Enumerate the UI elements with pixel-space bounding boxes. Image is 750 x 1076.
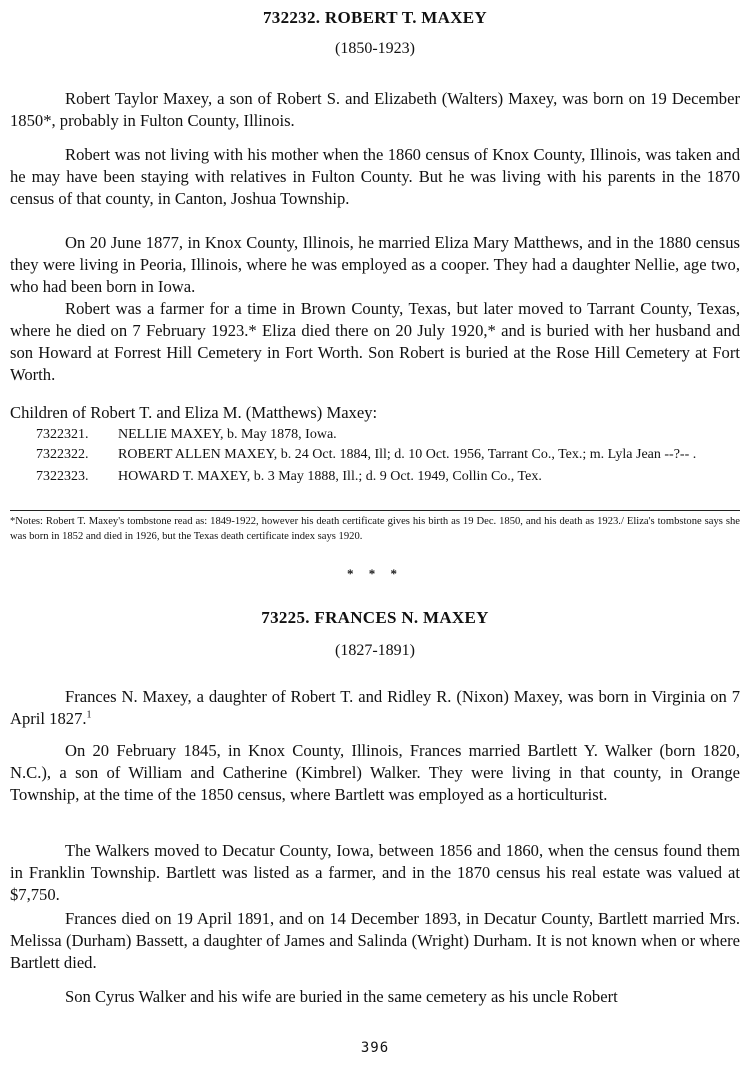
children-list [10, 426, 740, 486]
paragraph [10, 686, 740, 730]
footnote-marker: 1 [86, 709, 92, 721]
section-heading-robert: 732232. ROBERT T. MAXEY [262, 8, 488, 27]
child-text: NELLIE MAXEY, b. May 1878, Iowa. [118, 427, 337, 442]
child-number: 7322321. [36, 427, 89, 442]
paragraph-text: Frances N. Maxey, a daughter of Robert T. and Ridley R. (Nixon) Maxey, was born in Virginia on 7 April 1827. [10, 687, 740, 728]
children-list-title: Children of Robert T. and Eliza M. (Matthews) Maxey: [10, 403, 378, 422]
child-text: HOWARD T. MAXEY, b. 3 May 1888, Ill.; d. 9 Oct. 1949, Collin Co., Tex. [118, 469, 542, 484]
section-separator: * * * [347, 566, 403, 581]
paragraph: On 20 February 1845, in Knox County, Illinois, Frances married Bartlett Y. Walker (born 1820, N.C.), a son of William and Catherine (Kimbrel) Walker. They were living in that county, in Orange Township, at the time of the 1850 census, where Bartlett was employed as a horticulturist. [10, 741, 740, 804]
page-number: 396 [360, 1040, 390, 1056]
child-text: ROBERT ALLEN MAXEY, b. 24 Oct. 1884, Ill; d. 10 Oct. 1956, Tarrant Co., Tex.; m. Lyla Jean --?-- . [118, 447, 697, 462]
paragraph: The Walkers moved to Decatur County, Iowa, between 1856 and 1860, when the census found them in Franklin Township. Bartlett was listed as a farmer, and in the 1870 census his real estate was valued at $7,750. [10, 841, 740, 904]
paragraph: Son Cyrus Walker and his wife are buried in the same cemetery as his uncle Robert [65, 987, 618, 1006]
paragraph: Robert was a farmer for a time in Brown County, Texas, but later moved to Tarrant County, Texas, where he died on 7 February 1923.* Eliza died there on 20 July 1920,* and is buried with her husband and son Howard at Forrest Hill Cemetery in Fort Worth. Son Robert is buried at the Rose Hill Cemetery at Fort Worth. [10, 299, 740, 384]
paragraph: Robert was not living with his mother when the 1860 census of Knox County, Illinois, was taken and he may have been staying with relatives in Fulton County. But he was living with his parents in the 1870 census of that county, in Canton, Joshua Township. [10, 145, 740, 208]
section-heading-frances: 73225. FRANCES N. MAXEY [261, 608, 489, 627]
paragraph: Robert Taylor Maxey, a son of Robert S. and Elizabeth (Walters) Maxey, was born on 19 December 1850*, probably in Fulton County, Illinois. [10, 89, 740, 130]
paragraph: Frances died on 19 April 1891, and on 14 December 1893, in Decatur County, Bartlett married Mrs. Melissa (Durham) Bassett, a daughter of James and Salinda (Wright) Durham. It is not known when or where Bartlett died. [10, 909, 740, 972]
footnote: *Notes: Robert T. Maxey's tombstone read as: 1849-1922, however his death certificate gives his birth as 19 Dec. 1850, and his death as 1923./ Eliza's tombstone says she was born in 1852 and died in 1926, but the Texas death certificate index says 1920. [10, 516, 740, 542]
list-item [10, 426, 740, 444]
child-number: 7322323. [36, 469, 89, 484]
list-item [10, 468, 740, 486]
section-dates-frances: (1827-1891) [335, 642, 415, 659]
section-dates-robert: (1850-1923) [335, 40, 415, 57]
list-item [10, 446, 740, 464]
paragraph: On 20 June 1877, in Knox County, Illinois, he married Eliza Mary Matthews, and in the 1880 census they were living in Peoria, Illinois, where he was employed as a cooper. They had a daughter Nellie, age two, who had been born in Iowa. [10, 233, 740, 296]
child-number: 7322322. [36, 447, 89, 462]
footnote-rule [10, 510, 740, 511]
